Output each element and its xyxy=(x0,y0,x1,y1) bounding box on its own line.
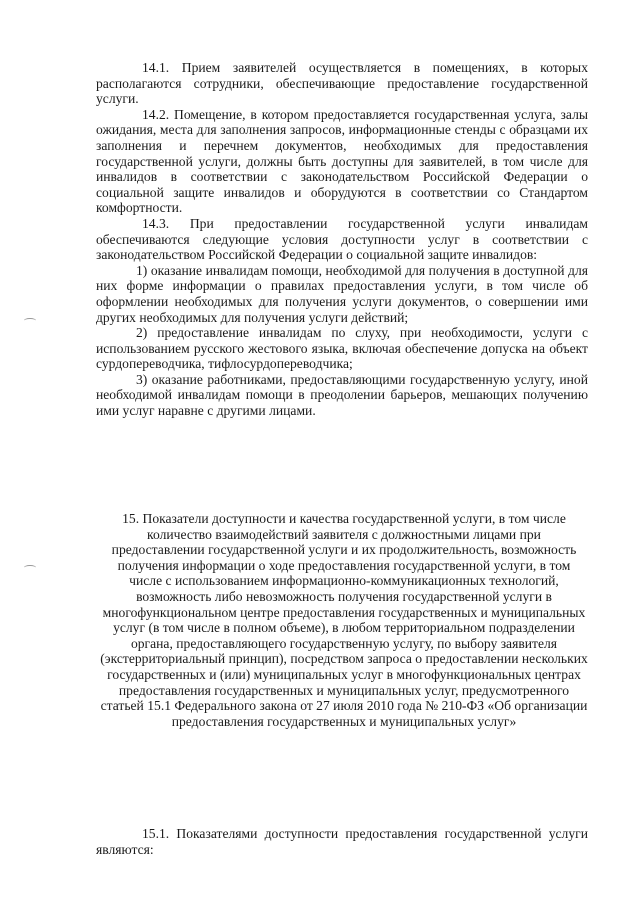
heading-15: 15. Показатели доступности и качества государственной услуги, в том числе количество взаимодействий заявителя с должностными лицами при предоставлении государственной услуги и их продолжительность, возможность получения информации о ходе предоставления государственной услуги, в том числе с использованием информационно-коммуникационных технологий, возможность либо невозможность получения государственной услуги в многофункциональном центре предоставления государственных и муниципальных услуг (в том числе в полном объеме), в любом территориальном подразделении органа, предоставляющего государственную услугу, по выбору заявителя (экстерриториальный принцип), посредством запроса о предоставлении нескольких государственных и (или) муниципальных услуг в многофункциональных центрах предоставления государственных и муниципальных услуг, предусмотренного статьей 15.1 Федерального закона от 27 июля 2010 года № 210-ФЗ «Об организации предоставления государственных и муниципальных услуг» xyxy=(100,511,588,729)
scan-mark xyxy=(24,565,36,570)
list-item-1: 1) оказание инвалидам помощи, необходимой для получения в доступной для них форме информации о правилах предоставления услуги, в том числе об оформлении необходимых для получения услуги документов, о совершении ими других необходимых для получения услуги действий; xyxy=(96,262,588,325)
list-item-2: 2) предоставление инвалидам по слуху, при необходимости, услуги с использованием русского жестового языка, включая обеспечение допуска на объект сурдопереводчика, тифлосурдопереводчика; xyxy=(96,325,588,372)
section-14 xyxy=(96,60,588,419)
paragraph-14-1: 14.1. Прием заявителей осуществляется в помещениях, в которых располагаются сотрудники, обеспечивающие предоставление государственной услуги. xyxy=(96,60,588,107)
paragraph-14-3: 14.3. При предоставлении государственной услуги инвалидам обеспечиваются следующие условия доступности услуг в соответствии с законодательством Российской Федерации о социальной защите инвалидов: xyxy=(96,215,588,263)
paragraph-14-2: 14.2. Помещение, в котором предоставляется государственная услуга, залы ожидания, места для заполнения запросов, информационные стенды с образцами их заполнения и перечнем документов, необходимых для предоставления государственной услуги, должны быть доступны для заявителей, в том числе для инвалидов в соответствии с законодательством Российской Федерации о социальной защите инвалидов и оборудуются в соответствии со Стандартом комфортности. xyxy=(96,106,588,216)
list-item-3: 3) оказание работниками, предоставляющими государственную услугу, иной необходимой инвалидам помощи в преодолении барьеров, мешающих получению ими услуг наравне с другими лицами. xyxy=(96,371,588,419)
section-15-1 xyxy=(96,826,588,857)
scan-mark xyxy=(24,318,36,323)
section-15 xyxy=(100,511,588,729)
paragraph-15-1: 15.1. Показателями доступности предоставления государственной услуги являются: xyxy=(96,826,588,857)
